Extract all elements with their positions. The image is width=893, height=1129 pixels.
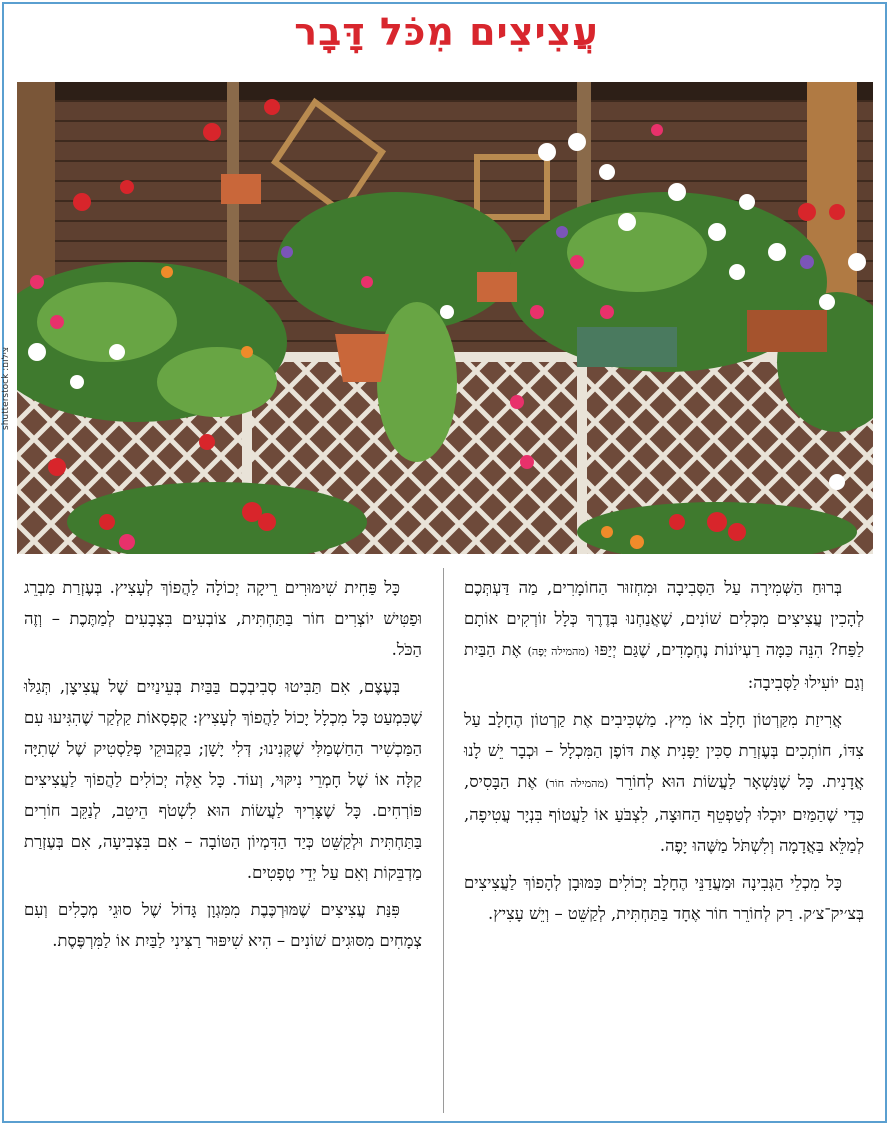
photo-credit: צילום: shutterstock bbox=[1, 346, 11, 430]
right-column bbox=[464, 572, 864, 935]
paragraph: כָּל מִכְלֵי הַגְּבִינָה וּמַעֲדַנֵּי הֶחָלָב יְכוֹלִים כַּמּוּבָן לְהָפוֹךְ לַעֲצִיצִים בְּצ׳יק־צ׳ק. רַק לְחוֹרֵר חוֹר אֶחָד בַּתַּחְתִּית, לְקַשֵּׁט – וְיֵשׁ עָצִיץ. bbox=[464, 873, 864, 923]
flower-pots-photo bbox=[17, 82, 873, 554]
paragraph: בְּרוּחַ הַשְּׁמִירָה עַל הַסְּבִיבָה וּמִחְזוּר הַחוֹמָרִים, מַה דַּעְתְּכֶם לְהָכִין עֲצִיצִים מִכְּלִים שׁוֹנִים, שֶׁאֲנַחְנוּ בְּדֶרֶךְ כְּלָל זוֹרְקִים אוֹתָם לַפַּח? הִנֵּה כַּמָּה רַעְיוֹנוֹת נֶחְמָדִים, שֶׁגַּם יְיַפּוּ (מהמילה יָפֶה) אֶת הַבַּיִת וְגַם יוֹעִילוּ לַסְּבִיבָה: bbox=[464, 578, 864, 692]
paragraph: בְּעֶצֶם, אִם תַּבִּיטוּ סְבִיבְכֶם בַּבַּיִת בְּעֵינַיִים שֶׁל עֲצִיצָן, תְּגַלּוּ שֶׁכִּמְעַט כָּל מִכְלָל יָכוֹל לַהֲפוֹךְ לְעָצִיץ: קֻפְסָאוֹת קַלְקַר שֶׁהִגִּיעוּ עִם הַמַּכְשִׁיר הַחַשְׁמַלִּי שֶׁקְּנִינוּ; דְּלִי יָשָׁן; בַּקְבּוּקֵי פְּלַסְטִיק שֶׁל שְׁתִיָּה קַלָּה אוֹ שֶׁל חָמְרֵי נִיקּוּי, וְעוֹד. כָּל אֵלֶּה יְכוֹלִים לַהֲפוֹךְ לַעֲצִיצִים פּוֹרְחִים. כָּל שֶׁצָּרִיךְ לַעֲשׂוֹת הוּא לִשְׁטֹף הֵיטֵב, לְנַקֵּב חוֹרִים בַּתַּחְתִּית וּלְקַשֵּׁט כְּיַד הַדִּמְיוֹן הַטּוֹבָה – אִם בִּצְבִיעָה, אִם בְּעֶזְרַת מַדְבֵּקוֹת וְאִם עַל יְדֵי טְפָטִים. bbox=[24, 677, 422, 882]
photo-illustration bbox=[17, 82, 873, 554]
paragraph: כָּל פַּחִית שִׁימּוּרִים רֵיקָה יְכוֹלָה לַהֲפוֹךְ לְעָצִיץ. בְּעֶזְרַת מַבְרֵג וּפַטִּישׁ יוֹצְרִים חוֹר בַּתַּחְתִּית, צוֹבְעִים בִּצְבָעִים לְמַתֶּכֶת – וְזֶה הַכֹּל. bbox=[24, 578, 422, 659]
article-title: עֲצִיצִים מִכֹּל דָּבָר bbox=[294, 10, 599, 54]
column-divider bbox=[443, 568, 444, 1113]
paragraph: אֲרִיזַת מִקַּרְטוֹן חָלָב אוֹ מִיץ. מַשְׁכִּיבִים אֶת קַרְטוֹן הֶחָלָב עַל צִדּוֹ, חוֹתְכִים בְּעֶזְרַת סַכִּין יַפָּנִית אֶת דּוֹפֶן הַמִּכְלָל – וּכְבָר יֵשׁ לָנוּ אֲדָנִית. כָּל שֶׁנִּשְׁאָר לַעֲשׂוֹת הוּא לְחוֹרֵר (מהמילה חוֹר) אֶת הַבָּסִיס, כְּדֵי שֶׁהַמַּיִם יוּכְלוּ לְטַפְטֵף הַחוּצָה, לִצְבֹּעַ אוֹ לַעֲטוֹף בִּנְיָר עֲטִיפָה, לְמַלֵּא בַּאֲדָמָה וְלִשְׁתֹּל מַשֶּׁהוּ יָפֶה. bbox=[464, 710, 864, 855]
paragraph: פִּנַּת עֲצִיצִים שֶׁמּוּרְכֶּבֶת מִמִּגְוָן גָּדוֹל שֶׁל סוּגֵי מְכָלִים וְעִם צְמָחִים מִסּוּגִים שׁוֹנִים – הִיא שִׁיפּוּר רַצִּינִי לַבַּיִת אוֹ לַמִּרְפֶּסֶת. bbox=[24, 900, 422, 950]
left-column bbox=[24, 572, 422, 962]
